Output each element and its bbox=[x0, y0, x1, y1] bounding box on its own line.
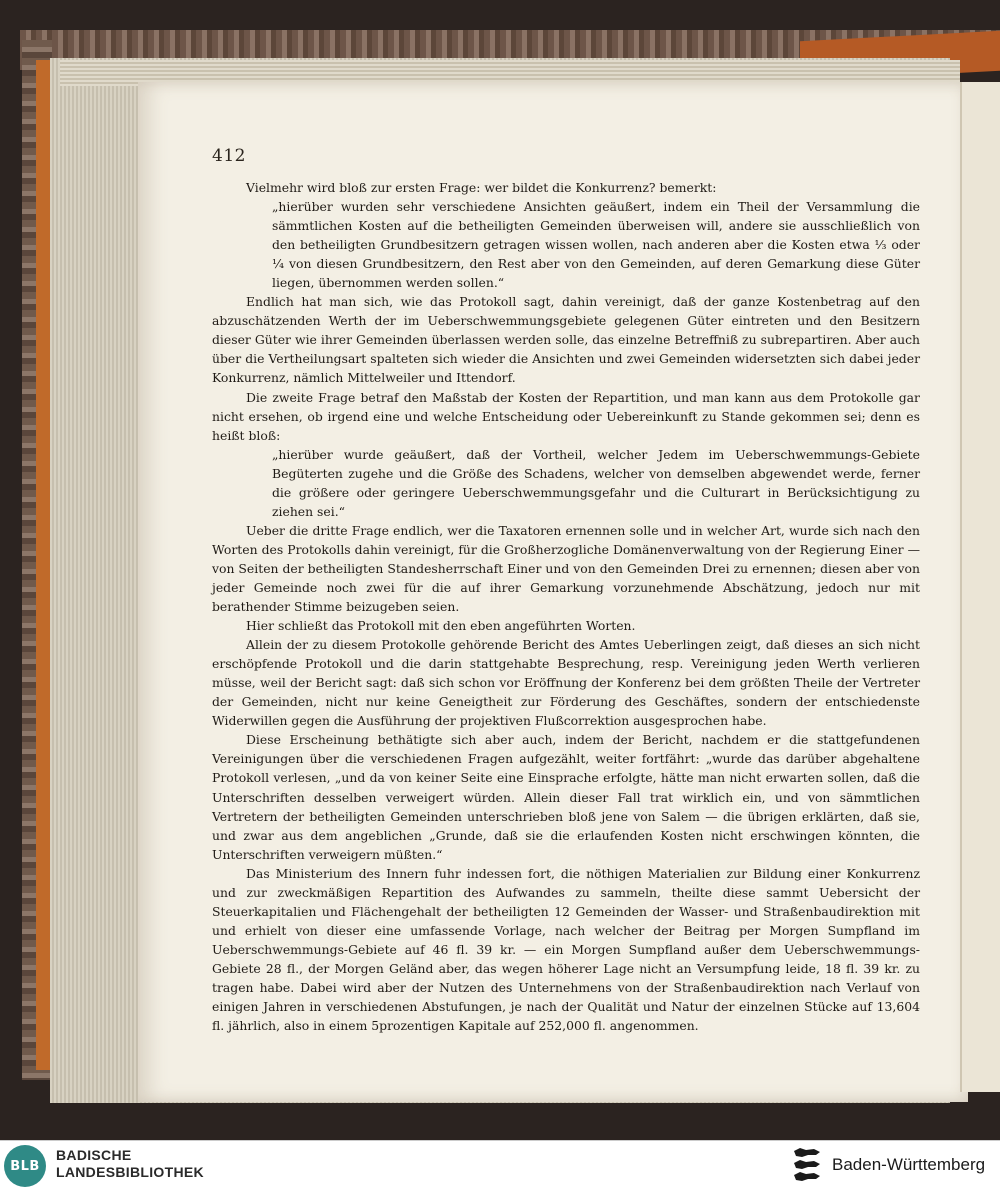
paragraph: Hier schließt das Protokoll mit den eben angeführten Worten. bbox=[246, 618, 636, 634]
baden-wuerttemberg-lions-icon bbox=[790, 1146, 826, 1184]
paragraph: Endlich hat man sich, wie das Protokoll sagt, dahin vereinigt, daß der ganze Kostenbetrag auf den abzuschätzenden Werth der im Ueberschwemmungsgebiete gelegenen Güter eintreten und den Besitzern dieser Güter wie ihrer Gemeinden überlassen werden solle, das einzelne Betreffniß zu subrepartiren. Aber auch über die Vertheilungsart spalteten sich wieder die Ansichten und zwei Gemeinden widersetzten sich dabei jeder Konkurrenz, nämlich Mittelweiler und Ittendorf. bbox=[212, 294, 920, 386]
page-number: 412 bbox=[212, 146, 246, 166]
book-spine-edge bbox=[36, 60, 50, 1070]
paragraph: Diese Erscheinung bethätigte sich aber auch, indem der Bericht, nachdem er die stattgefundenen Vereinigungen über die verschiedenen Fragen aufgezählt, weiter fortfährt: „wurde das darüber abgehaltene Protokoll verlesen, „und da von keiner Seite eine Einsprache erfolgte, hätte man nicht erwarten sollen, daß die Unterschriften desselben verweigert würden. Allein dieser Fall trat wirklich ein, und von sämmtlichen Vertretern der betheiligten Gemeinden unterschrieben bloß jene von Salem — die übrigen erklärten, daß sie, und zwar aus dem angeblichen „Grunde, daß sie die erlaufenden Kosten nicht erschwingen könnten, die Unterschriften verweigern müßten.“ bbox=[212, 732, 920, 862]
library-name-line2: LANDESBIBLIOTHEK bbox=[56, 1164, 204, 1180]
quoted-paragraph: „hierüber wurde geäußert, daß der Vortheil, welcher Jedem im Ueberschwemmungs-Gebiete Begüterten zugehe und die Größe des Schadens, welcher von demselben abgewendet werde, ferner die größere oder geringere Ueberschwemmungsgefahr und die Culturart in Berücksichtigung zu ziehen sei.“ bbox=[272, 446, 920, 519]
library-name-line1: BADISCHE bbox=[56, 1147, 132, 1163]
page-text bbox=[212, 178, 920, 1035]
paragraph: Ueber die dritte Frage endlich, wer die Taxatoren ernennen solle und in welcher Art, wurde sich nach den Worten des Protokolls dahin vereinigt, für die Großherzogliche Domänenverwaltung von der Regierung Einer — von Seiten der betheiligten Standesherrschaft Einer und von den Gemeinden Drei zu ernennen; diesen aber von jeder Gemeinde noch zwei für die auf ihrer Gemarkung vorzunehmende Abschätzung, jedoch nur mit berathender Stimme beizugeben seien. bbox=[212, 522, 920, 615]
quoted-paragraph: „hierüber wurden sehr verschiedene Ansichten geäußert, indem ein Theil der Versammlung die sämmtlichen Kosten auf die betheiligten Gemeinden überweisen will, andere sie ausschließlich von den betheiligten Grundbesitzern getragen wissen wollen, nach anderen aber die Kosten etwa ⅓ oder ¼ von diesen Grundbesitzern, den Rest aber von den Gemeinden, auf deren Gemarkung diese Güter liegen, übernommen werden sollen.“ bbox=[272, 199, 920, 291]
blb-logo-icon[interactable]: BLB bbox=[4, 1145, 46, 1187]
library-name[interactable] bbox=[56, 1147, 204, 1181]
state-name[interactable]: Baden-Württemberg bbox=[832, 1155, 986, 1174]
facing-page-edge bbox=[960, 82, 1000, 1092]
paragraph: Vielmehr wird bloß zur ersten Frage: wer bildet die Konkurrenz? bemerkt: bbox=[246, 180, 717, 195]
paragraph: Die zweite Frage betraf den Maßstab der Kosten der Repartition, und man kann aus dem Protokolle gar nicht ersehen, ob irgend eine und welche Entscheidung oder Uebereinkunft zu Stande gekommen sei; denn es heißt bloß: bbox=[212, 389, 920, 443]
paragraph: Das Ministerium des Innern fuhr indessen fort, die nöthigen Materialien zur Bildung einer Konkurrenz und zur zweckmäßigen Repartition des Aufwandes zu sammeln, theilte diese sammt Uebersicht der Steuerkapitalien und Flächengehalt der betheiligten 12 Gemeinden der Wasser- und Straßenbaudirektion mit und erhielt von dieser eine umfassende Vorlage, nach welcher der Beitrag per Morgen Sumpfland im Ueberschwemmungs-Gebiete auf 46 fl. 39 kr. — ein Morgen Sumpfland außer dem Ueberschwemmungs-Gebiete 28 fl., der Morgen Geländ aber, das wegen höherer Lage nicht an Versumpfung leide, 18 fl. 39 kr. zu tragen habe. Dabei wird aber der Nutzen des Unternehmens von der Straßenbaudirektion nach Verlauf von einigen Jahren in verschiedenen Abstufungen, je nach der Qualität und Natur der einzelnen Stücke auf 13,604 fl. jährlich, also in einem 5prozentigen Kapitale auf 252,000 fl. angenommen. bbox=[212, 865, 920, 1034]
paragraph: Allein der zu diesem Protokolle gehörende Bericht des Amtes Ueberlingen zeigt, daß dieses an sich nicht erschöpfende Protokoll und die darin stattgehabte Besprechung, resp. Vereinigung jeden Werth verlieren müsse, weil der Bericht sagt: daß sich schon vor Eröffnung der Konferenz bei dem größten Theile der Vertreter der Gemeinden, nicht nur keine Geneigtheit zur Förderung des Geschäftes, sondern der entschiedenste Widerwillen gegen die Ausführung der projektiven Flußcorrektion ausgesprochen habe. bbox=[212, 637, 920, 729]
